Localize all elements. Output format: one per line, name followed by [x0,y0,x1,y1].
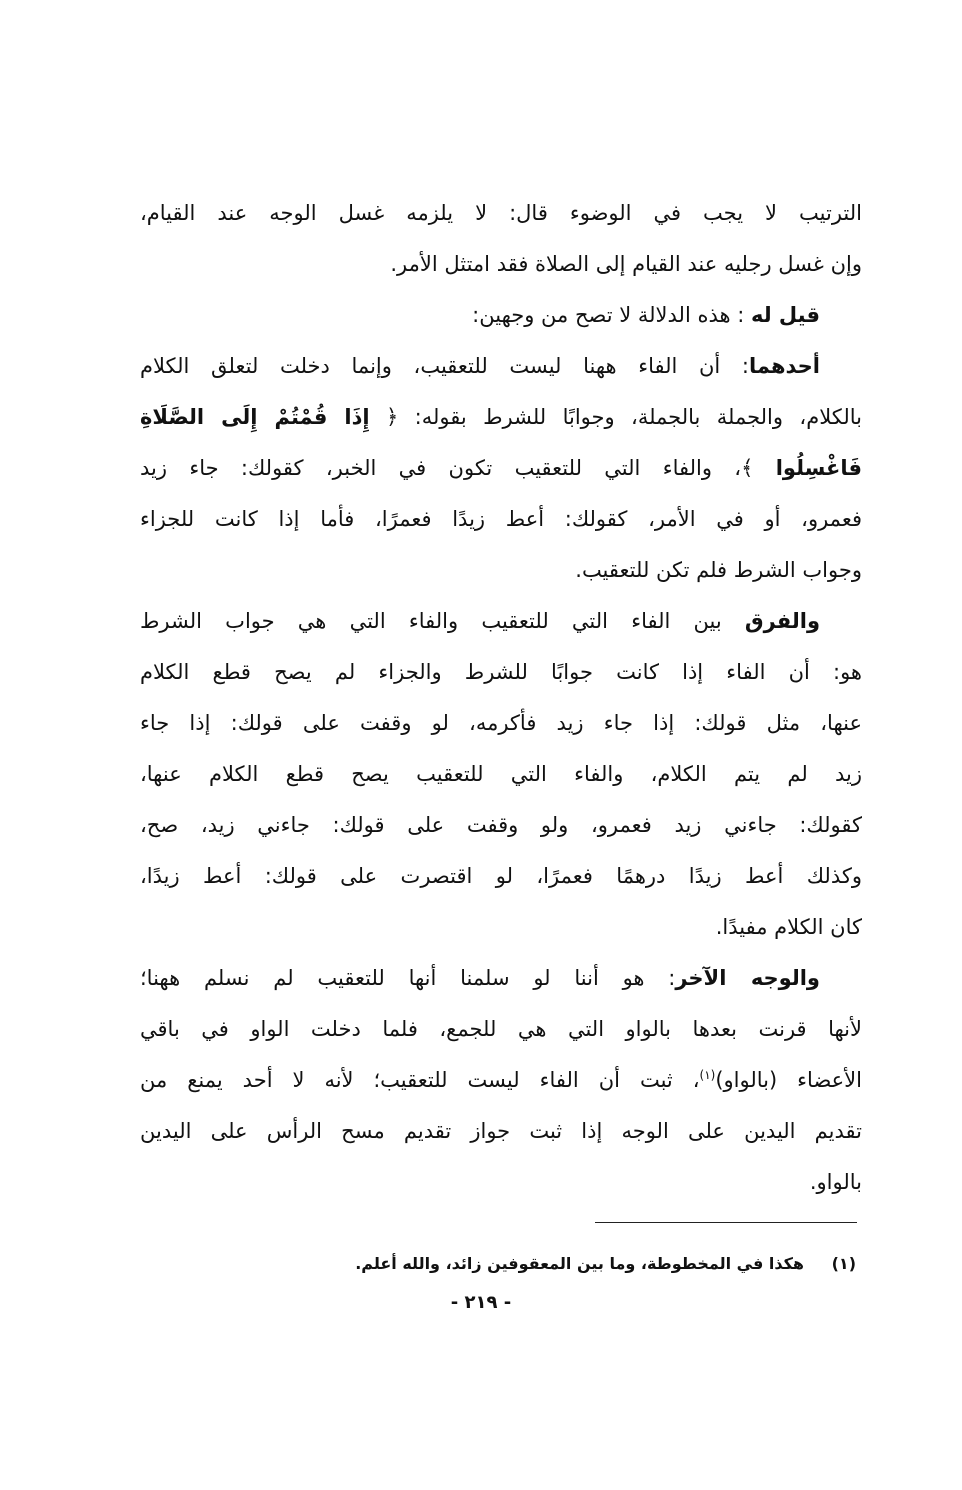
text-line [140,450,862,486]
text-segment: وجواب الشرط فلم تكن للتعقيب. [575,558,862,582]
text-segment: هو: أن الفاء إذا كانت جوابًا للشرط والجزاء لم يصح قطع الكلام [140,660,862,684]
text-line [140,1062,862,1098]
text-line [140,246,862,282]
text-segment: : هو أننا لو سلمنا أنها للتعقيب لم نسلم ههنا؛ [140,966,676,990]
bold-lead-text: فَاغْسِلُوا [775,456,862,480]
text-segment: تقديم اليدين على الوجه إذا ثبت جواز تقديم مسح الرأس على اليدين [140,1119,862,1143]
page-number: - ٢١٩ - [450,1292,512,1313]
text-segment: : أن الفاء ههنا ليست للتعقيب، وإنما دخلت لتعلق الكلام [140,354,749,378]
text-line [140,603,862,639]
text-line [140,1011,862,1047]
text-segment: زيد لم يتم الكلام، والفاء التي للتعقيب يصح قطع الكلام عنها، [140,762,862,786]
text-line [140,552,862,588]
text-line [140,960,862,996]
bold-lead-text: والفرق [744,609,820,633]
text-line [140,807,862,843]
footnote-divider [595,1222,857,1223]
footnote-reference: (١) [699,1068,716,1082]
text-segment: عنها، مثل قولك: إذا جاء زيد فأكرمه، لو وقفت على قولك: إذا جاء [140,711,862,735]
footnote-number: (١) [831,1254,856,1273]
bold-lead-text: والوجه الآخر [675,966,820,990]
text-line [140,1164,862,1200]
text-segment: بين الفاء التي للتعقيب والفاء التي هي جواب الشرط [140,609,745,633]
text-segment: الأعضاء (بالواو) [715,1068,862,1092]
text-segment: : هذه الدلالة لا تصح من وجهين: [472,303,751,327]
text-segment: لأنها قرنت بعدها بالواو التي هي للجمع، فلما دخلت الواو في باقي [140,1017,862,1041]
text-segment: بالواو. [809,1170,862,1194]
bold-lead-text: قيل له [751,303,820,327]
text-segment: فعمرو، أو في الأمر، كقولك: أعط زيدًا فعمرًا، فأما إذا كانت للجزاء [140,507,862,531]
text-line [140,195,862,231]
text-segment: بالكلام، والجملة بالجملة، وجوابًا للشرط بقوله: ﴿ [369,405,862,429]
text-segment: كان الكلام مفيدًا. [715,915,862,939]
text-segment: ﴾، والفاء التي للتعقيب تكون في الخبر، كقولك: جاء زيد [140,456,776,480]
bold-lead-text: أحدهما [749,354,820,378]
bold-lead-text: إِذَا قُمْتُمْ إِلَى الصَّلَاةِ [140,405,370,429]
text-line [140,705,862,741]
text-segment: وإن غسل رجليه عند القيام إلى الصلاة فقد امتثل الأمر. [390,252,862,276]
text-segment: كقولك: جاءني زيد فعمرو، ولو وقفت على قولك: جاءني زيد، صح، [140,813,862,837]
text-line [140,501,862,537]
text-line [140,909,862,945]
text-line [140,654,862,690]
footnote [355,1252,856,1276]
text-segment: الترتيب لا يجب في الوضوء قال: لا يلزمه غسل الوجه عند القيام، [140,201,862,225]
text-segment: وكذلك أعط زيدًا درهمًا فعمرًا، لو اقتصرت على قولك: أعط زيدًا، [140,864,862,888]
text-line [140,399,862,435]
text-line [140,756,862,792]
text-segment: ، ثبت أن الفاء ليست للتعقيب؛ لأنه لا أحد يمنع من [140,1068,700,1092]
text-line [140,297,862,333]
text-line [140,348,862,384]
text-line [140,858,862,894]
footnote-text: هكذا في المخطوطة، وما بين المعقوفين زائد، والله أعلم. [355,1254,805,1273]
text-line [140,1113,862,1149]
